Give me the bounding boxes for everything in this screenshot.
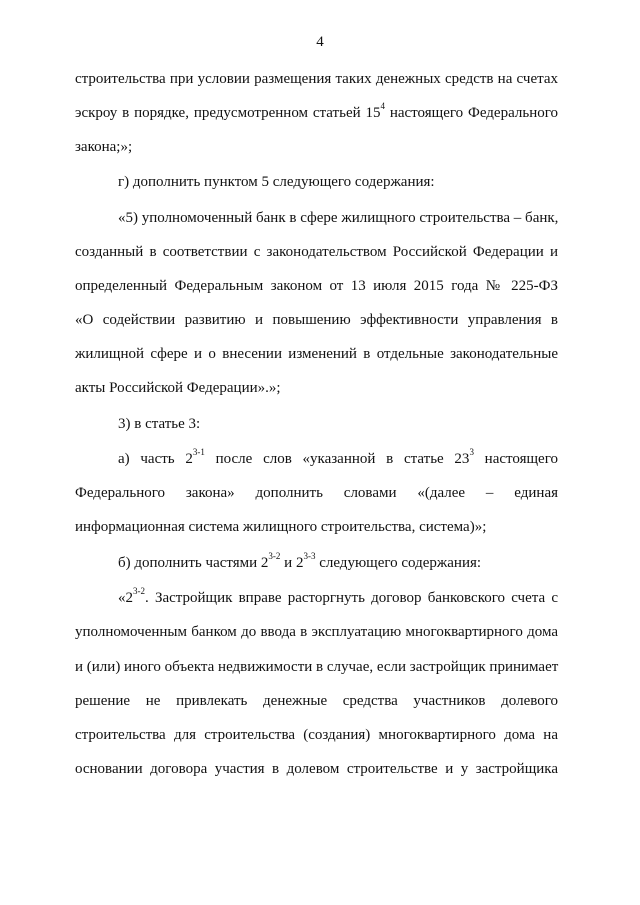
- text-line: «5) уполномоченный банк в сфере жилищного строительства – банк,: [118, 210, 559, 226]
- text-line: и (или) иного объекта недвижимости в случае, если застройщик принимает: [75, 659, 559, 675]
- text-fragment: а) часть 2: [118, 451, 193, 467]
- text-line: 3) в статье 3:: [118, 416, 201, 432]
- text-fragment: следующего содержания:: [315, 555, 482, 571]
- text-fragment: после слов «указанной в статье 23: [204, 451, 470, 467]
- text-line: информационная система жилищного строительства, система)»;: [75, 519, 487, 535]
- text-fragment: б) дополнить частями 2: [118, 555, 269, 571]
- superscript: 4: [380, 101, 385, 111]
- text-fragment: эскроу в порядке, предусмотренном статьей 15: [75, 105, 381, 121]
- superscript: 3-2: [268, 551, 281, 561]
- page-number: 4: [316, 34, 324, 50]
- superscript: 3-2: [133, 586, 145, 596]
- text-line: [118, 586, 558, 607]
- text-fragment: и 2: [280, 555, 304, 571]
- superscript: 3-1: [192, 447, 205, 457]
- text-line: г) дополнить пунктом 5 следующего содержания:: [118, 174, 435, 190]
- text-line: акты Российской Федерации».»;: [75, 380, 281, 396]
- text-line: основании договора участия в долевом строительстве и у застройщика: [75, 761, 558, 777]
- text-line: созданный в соответствии с законодательством Российской Федерации и: [75, 244, 558, 260]
- text-line: строительства при условии размещения таких денежных средств на счетах: [75, 71, 558, 87]
- superscript: 3-3: [303, 551, 316, 561]
- text-line: жилищной сфере и о внесении изменений в отдельные законодательные: [75, 346, 558, 362]
- text-line: [118, 447, 558, 468]
- text-line: Федерального закона» дополнить словами «(далее – единая: [75, 485, 558, 501]
- text-line: [75, 101, 558, 122]
- text-fragment: «2: [118, 590, 133, 606]
- text-fragment: . Застройщик вправе расторгнуть договор банковского счета с: [145, 590, 558, 606]
- superscript: 3: [469, 447, 474, 457]
- text-line: «О содействии развитию и повышению эффективности управления в: [75, 312, 558, 328]
- text-line: решение не привлекать денежные средства участников долевого: [75, 693, 558, 709]
- text-line: уполномоченным банком до ввода в эксплуатацию многоквартирного дома: [75, 624, 558, 640]
- text-line: определенный Федеральным законом от 13 июля 2015 года № 225-ФЗ: [75, 278, 558, 294]
- text-line: [118, 551, 558, 572]
- text-fragment: настоящего: [473, 451, 558, 467]
- text-line: строительства для строительства (создания) многоквартирного дома на: [75, 727, 558, 743]
- text-line: закона;»;: [75, 139, 133, 155]
- text-fragment: настоящего Федерального: [384, 105, 558, 121]
